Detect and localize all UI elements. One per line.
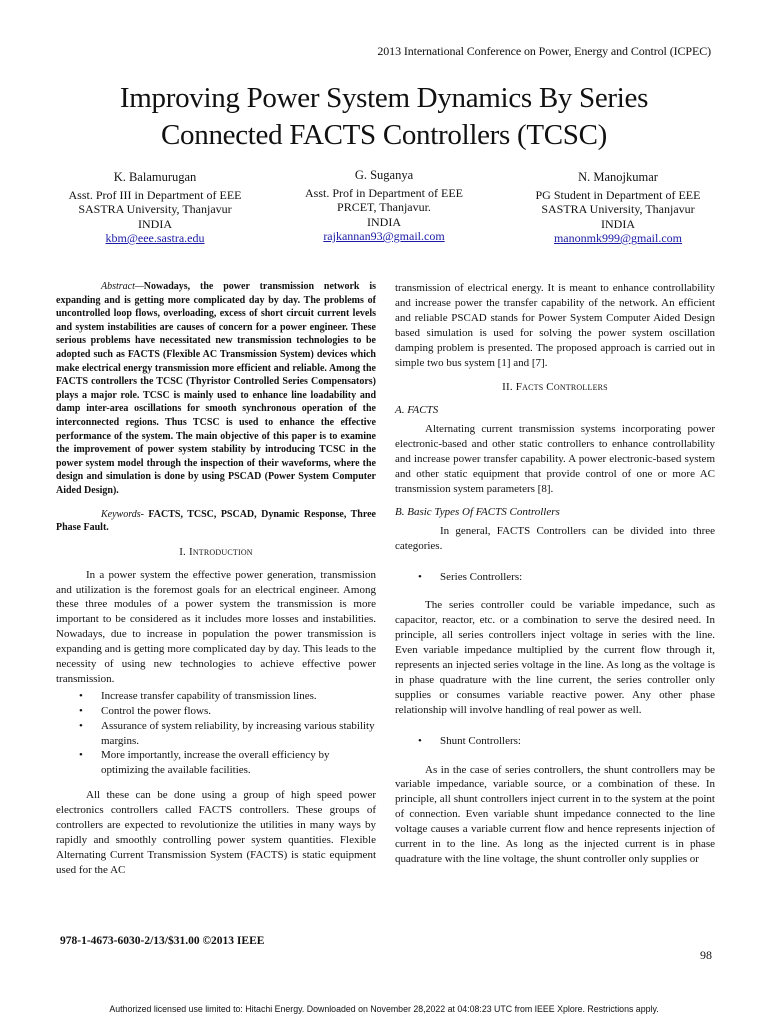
right-paragraph-1: transmission of electrical energy. It is meant to enhance controllability and increase power the transfer capability of the network. An efficient and reliable PSCAD stands for Power System Computer Aided Design based simulation is used for solving the power system oscillation damping problem is presented. The proposed approach is carried out in simple two bus system [1] and [7]. bbox=[395, 282, 715, 369]
paper-title bbox=[0, 80, 768, 154]
series-controllers-label: Series Controllers: bbox=[440, 570, 523, 583]
author-institution: SASTRA University, Thanjavur bbox=[541, 202, 695, 216]
list-item: • More importantly, increase the overall efficiency by optimizing the available facilities. bbox=[79, 749, 330, 777]
list-item: • Control the power flows. bbox=[79, 704, 211, 717]
author-block-3 bbox=[508, 170, 728, 246]
author-email-link[interactable]: manonmk999@gmail.com bbox=[553, 231, 683, 245]
right-column bbox=[395, 281, 715, 867]
author-block-2 bbox=[274, 168, 494, 244]
abstract-body: Nowadays, the power transmission network is expanding and is getting more complicated day by day. The problems of uncontrolled loop flows, overloading, excess of short circuit current levels and system instabilities are causes of concern for a power engineer. These serious problems have necessitated new transmission technologies to be adopted such as FACTS (Flexible AC Transmission System) devices which make electrical energy transmission more efficient and reliable. Among the FACTS controllers the TCSC (Thyristor Controlled Series Compensators) plays a major role. TCSC is mainly used to enhance line loadability and damp inter-area oscillations for smooth synchronous operation of the interconnected regions. Thus TCSC is used to enhance the effective performance of the system. The main objective of this paper is to examine the improvement of power system stability by introducing TCSC in the power system model through the inspection of their waveforms, where the design and simulation is done by using PSCAD (Power System Computer Aided Design). bbox=[56, 281, 376, 496]
author-name: N. Manojkumar bbox=[578, 170, 658, 184]
author-country: INDIA bbox=[367, 214, 401, 229]
bullet-icon: • bbox=[79, 749, 83, 762]
list-item: • Increase transfer capability of transmission lines. bbox=[79, 689, 317, 702]
author-institution: SASTRA University, Thanjavur bbox=[78, 202, 232, 216]
section-heading-introduction: I. Introduction bbox=[179, 545, 253, 558]
author-email-link[interactable]: rajkannan93@gmail.com bbox=[323, 229, 445, 243]
title-line-2: Connected FACTS Controllers (TCSC) bbox=[161, 119, 607, 151]
author-institution: PRCET, Thanjavur. bbox=[337, 200, 431, 214]
author-email-link[interactable]: kbm@eee.sastra.edu bbox=[105, 231, 205, 245]
abstract bbox=[56, 280, 376, 498]
author-affiliation: Asst. Prof in Department of EEE bbox=[305, 185, 463, 200]
author-block-1 bbox=[45, 170, 265, 246]
list-item: • Assurance of system reliability, by increasing various stability margins. bbox=[79, 719, 375, 747]
author-country: INDIA bbox=[601, 216, 635, 231]
shunt-controllers-item bbox=[395, 734, 715, 749]
bullet-icon: • bbox=[79, 704, 83, 717]
keywords-body: FACTS, TCSC, PSCAD, Dynamic Response, Three Phase Fault. bbox=[56, 508, 376, 534]
bullet-icon: • bbox=[79, 719, 83, 732]
bullet-icon: • bbox=[418, 734, 422, 747]
author-affiliation: PG Student in Department of EEE bbox=[535, 187, 701, 202]
series-controllers-item bbox=[395, 570, 715, 585]
left-column bbox=[56, 280, 376, 878]
title-line-1: Improving Power System Dynamics By Series bbox=[119, 82, 649, 114]
facts-paragraph: Alternating current transmission systems incorporating power electronic-based and other static controllers to enhance controllability and increase power transfer capability. A power electronic-based system and other static equipment that provide control of one or more AC transmission system parameters [8]. bbox=[395, 423, 715, 495]
conference-header: 2013 International Conference on Power, Energy and Control (ICPEC) bbox=[377, 44, 711, 58]
series-controllers-paragraph: The series controller could be variable impedance, such as capacitor, reactor, etc. or a combination to serve the desired need. In principle, all series controllers inject voltage in series with the line. Even variable impedance multiplied by the current flow through it, represents an injected series voltage in the line. As long as the voltage is in phase quadrature with the line current, the series controller only supplies or consumes variable reactive power. Any other phase relationship will involve handling of real power as well. bbox=[395, 599, 715, 716]
intro-paragraph-2: All these can be done using a group of high speed power electronics controllers called FACTS controllers. These groups of controllers are expected to revolutionize the utilities in many ways by rapidly and smoothly controlling power system quantities. Flexible Alternating Current Transmission System (FACTS) is static equipment used for the AC bbox=[56, 789, 376, 876]
page-number: 98 bbox=[700, 948, 712, 962]
intro-bullet-list bbox=[56, 689, 376, 778]
author-affiliation: Asst. Prof III in Department of EEE bbox=[68, 187, 242, 202]
intro-paragraph-1: In a power system the effective power generation, transmission and utilization is the foremost goals for an electrical engineer. Among these three modules of a power system the transmission is more important to be considered as it includes more losses and instabilities. Nowadays, due to increase in population the power transmission is expanding and is getting more complicated day by day. This leads to the necessity of using new technologies to achieve effective power transmission. bbox=[56, 568, 376, 685]
keywords bbox=[56, 508, 376, 535]
abstract-lead: Abstract— bbox=[101, 281, 144, 292]
author-country: INDIA bbox=[138, 216, 172, 231]
shunt-controllers-label: Shunt Controllers: bbox=[440, 734, 521, 747]
shunt-controllers-paragraph: As in the case of series controllers, the shunt controllers may be variable impedance, variable source, or a combination of these. In principle, all shunt controllers inject current in to the system at the point of connection. Even variable shunt impedance connected to the line voltage causes a variable current flow and hence represents injection of current in to the line. As long as the injected current is in phase quadrature with the line voltage, the shunt controller only supplies or bbox=[395, 763, 715, 865]
author-name: K. Balamurugan bbox=[113, 170, 197, 184]
subsection-heading-basic-types: B. Basic Types Of FACTS Controllers bbox=[395, 505, 560, 518]
licence-notice: Authorized licensed use limited to: Hitachi Energy. Downloaded on November 28,2022 at 04:08:23 UTC from IEEE Xplore. Restrictions apply. bbox=[109, 1004, 659, 1014]
section-heading-facts-controllers: II. Facts Controllers bbox=[502, 381, 608, 394]
basic-types-paragraph: In general, FACTS Controllers can be divided into three categories. bbox=[395, 524, 715, 552]
bullet-icon: • bbox=[418, 570, 422, 583]
keywords-lead: Keywords- bbox=[101, 508, 144, 520]
author-name: G. Suganya bbox=[354, 168, 414, 182]
bullet-icon: • bbox=[79, 689, 83, 702]
footer-isbn: 978-1-4673-6030-2/13/$31.00 ©2013 IEEE bbox=[60, 935, 265, 947]
subsection-heading-facts: A. FACTS bbox=[395, 404, 439, 417]
